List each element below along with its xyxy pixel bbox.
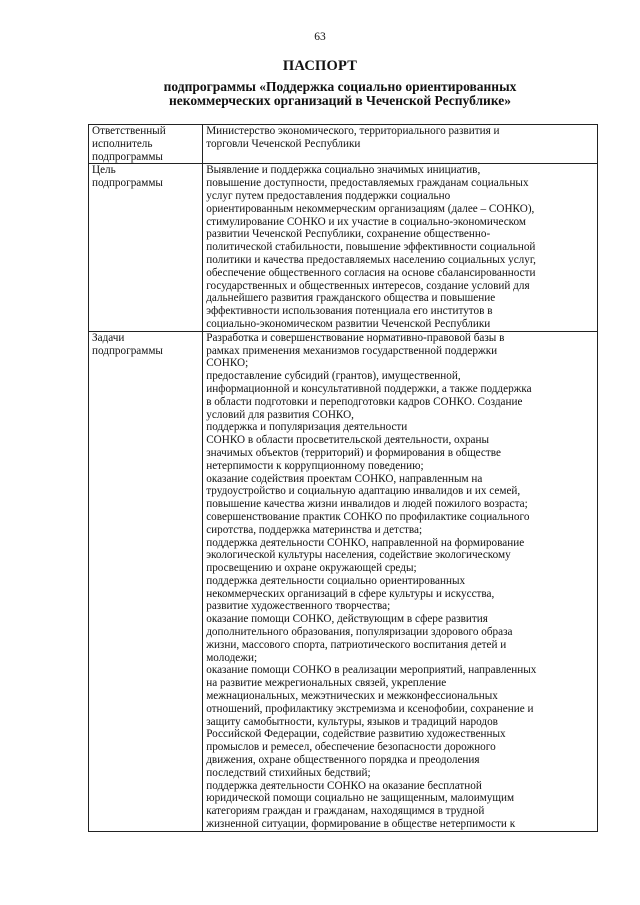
content-line: межнациональных, межэтнических и межконфессиональных [206,690,498,703]
content-line: некоммерческих организаций в сфере культуры и искусства, [206,587,495,600]
content-line: последствий стихийных бедствий; [206,766,371,779]
content-line: Российской Федерации, содействие развитию художественных [206,728,506,741]
content-line: трудоустройство и социальную адаптацию инвалидов и их семей, [206,485,521,498]
row-label-cell [89,125,203,164]
content-line: оказание помощи СОНКО в реализации мероприятий, направленных [206,664,537,677]
passport-table-body [89,125,598,832]
content-line: ориентированным некоммерческим организациям (далее – СОНКО), [206,202,535,215]
content-line: эффективности использования потенциала его институтов в [206,305,493,318]
content-line: политики и качества предоставляемых населению социальных услуг, [206,253,536,266]
content-line: совершенствование практик СОНКО по профилактике социального [206,510,530,523]
row-content-cell [203,164,598,331]
content-line: торговли Чеченской Республики [206,137,361,150]
content-line: дополнительного образования, популяризации здорового образа [206,626,513,639]
passport-table [88,124,598,832]
content-line: развитие художественного творчества; [206,600,391,613]
content-line: поддержка деятельности социально ориентированных [206,574,466,587]
content-line: промыслов и ремесел, обеспечение безопасности дорожного [206,741,496,754]
row-content-cell [203,125,598,164]
content-line: предоставление субсидий (грантов), имущественной, [206,370,461,383]
content-line: движения, охране общественного порядка и преодоления [206,754,480,767]
content-line: на развитие межрегиональных связей, укрепление [206,677,447,690]
label-line: исполнитель [92,137,153,150]
label-line: Цель [92,164,116,177]
content-line: юридической помощи социально не защищенным, малоимущим [206,792,515,805]
table-row [89,125,598,164]
subtitle-line: некоммерческих организаций в Чеченской Республике» [168,93,512,108]
content-line: информационной и консультативной поддержки, а также поддержка [206,382,532,395]
row-label-cell [89,331,203,831]
content-line: СОНКО; [206,357,249,370]
content-line: сиротства, поддержка материнства и детства; [206,523,423,536]
table-row [89,164,598,331]
content-line: Выявление и поддержка социально значимых инициатив, [206,164,481,177]
content-line: условий для развития СОНКО, [206,408,354,421]
content-line: рамках применения механизмов государственной поддержки [206,344,498,357]
label-line: подпрограммы [92,177,163,190]
content-line: экологической культуры населения, содействие экологическому [206,549,511,562]
content-line: оказание содействия проектам СОНКО, направленным на [206,472,483,485]
content-line: оказание помощи СОНКО, действующим в сфере развития [206,613,488,626]
content-line: стимулирование СОНКО и их участие в социально-экономическом [206,215,526,228]
content-line: государственных и общественных интересов, создание условий для [206,279,530,292]
content-line: Разработка и совершенствование нормативно-правовой базы в [206,331,505,344]
content-line: жизненной ситуации, формирование в обществе нетерпимости к [206,818,516,831]
page-number: 63 [314,31,326,43]
content-line: в области подготовки и переподготовки кадров СОНКО. Создание [206,395,523,408]
content-line: жизни, массового спорта, патриотического воспитания детей и [206,638,507,651]
table-row [89,331,598,831]
label-line: Ответственный [92,125,166,137]
row-label-cell [89,164,203,331]
content-line: повышение доступности, предоставляемых гражданам социальных [206,177,529,190]
content-line: социально-экономическом развитии Чеченской Республики [206,317,491,330]
content-line: повышение качества жизни инвалидов и людей пожилого возраста; [206,498,528,511]
content-line: защиту самобытности, культуры, языков и традиций народов [206,715,498,728]
row-content-cell [203,331,598,831]
content-line: нетерпимости к коррупционному поведению; [206,459,424,472]
document-title: ПАСПОРТ [282,58,358,74]
content-line: политической стабильности, повышение эффективности социальной [206,241,536,254]
label-line: подпрограммы [92,344,163,357]
label-line: подпрограммы [92,150,163,163]
subtitle-line: подпрограммы «Поддержка социально ориентированных [163,79,517,94]
content-line: СОНКО в области просветительской деятельности, охраны [206,434,490,447]
content-line: дальнейшего развития гражданского общества и повышение [206,292,496,305]
content-line: услуг путем предоставления поддержки социально [206,189,451,202]
content-line: молодежи; [206,651,258,664]
content-line: развитии Чеченской Республики, сохранение общественно- [206,228,491,241]
label-line: Задачи [92,331,125,344]
content-line: поддержка и популяризация деятельности [206,421,408,434]
content-line: обеспечение общественного согласия на основе сбалансированности [206,266,536,279]
content-line: Министерство экономического, территориального развития и [206,125,500,137]
content-line: значимых объектов (территорий) и формирования в обществе [206,446,501,459]
content-line: категориям граждан и гражданам, находящимся в трудной [206,805,485,818]
content-line: поддержка деятельности СОНКО на оказание бесплатной [206,779,482,792]
document-subtitle [120,80,560,108]
content-line: поддержка деятельности СОНКО, направленной на формирование [206,536,525,549]
content-line: просвещению и охране окружающей среды; [206,562,417,575]
content-line: отношений, профилактику экстремизма и ксенофобии, сохранение и [206,702,534,715]
